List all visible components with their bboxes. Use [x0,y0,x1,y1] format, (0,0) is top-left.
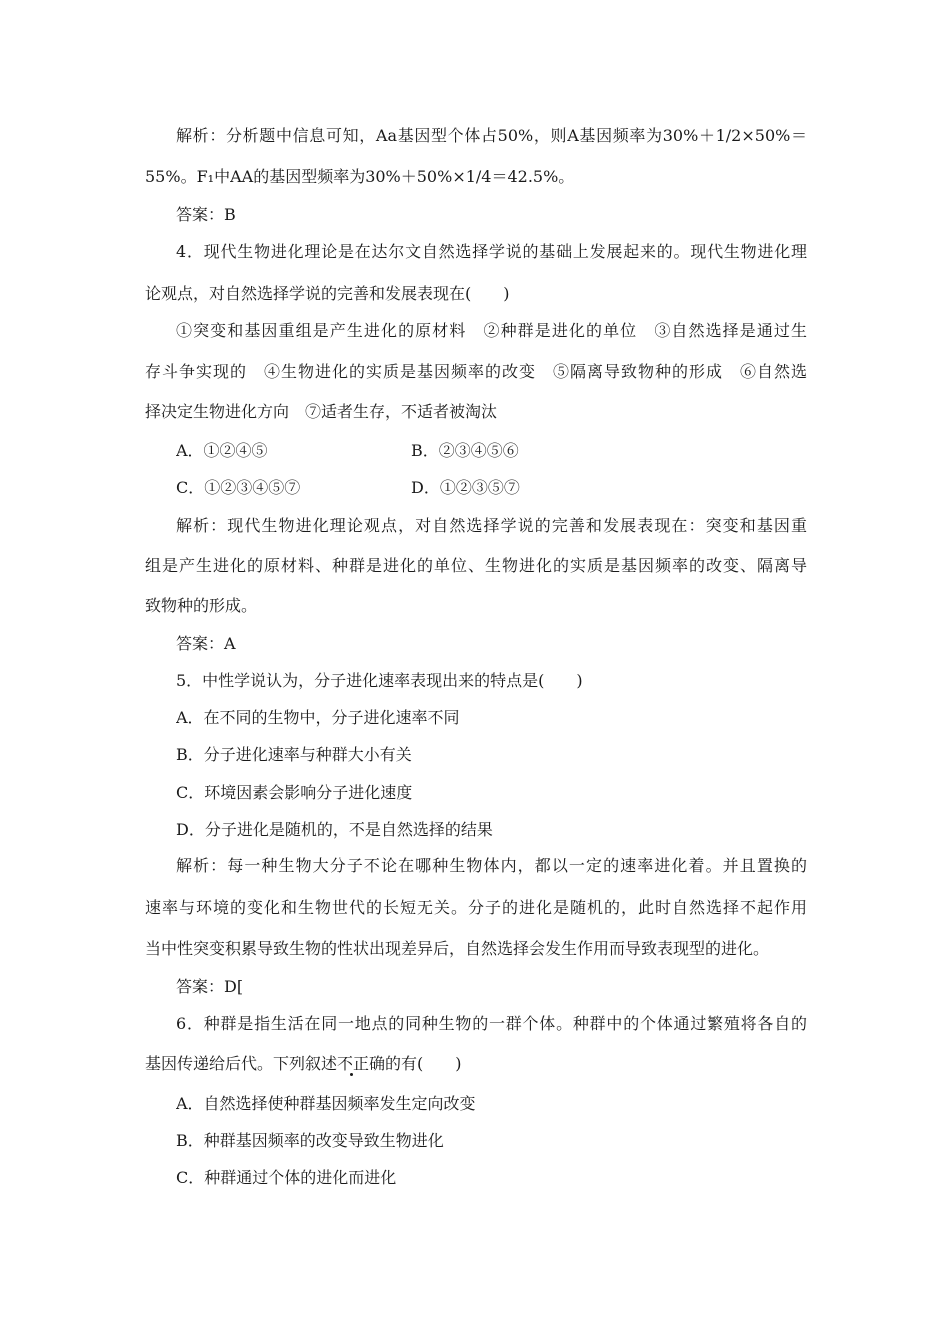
q3-answer: 答案：B [176,205,236,224]
q6-option-b: B．种群基因频率的改变导致生物进化 [176,1131,444,1150]
q6-option-a: A．自然选择使种群基因频率发生定向改变 [176,1094,476,1113]
q4-option-c: C．①②③④⑤⑦ [176,478,301,497]
q5-stem: 5．中性学说认为，分子进化速率表现出来的特点是( ) [176,671,583,690]
q4-answer: 答案：A [176,634,236,653]
q4-option-b: B．②③④⑤⑥ [411,441,519,460]
q4-option-a: A．①②④⑤ [176,441,268,460]
q5-answer: 答案：D[ [176,977,244,996]
q5-analysis-line-3: 当中性突变积累导致生物的性状出现差异后，自然选择会发生作用而导致表现型的进化。 [145,939,770,958]
q6-option-c: C．种群通过个体的进化而进化 [176,1168,397,1187]
q5-option-d: D．分子进化是随机的，不是自然选择的结果 [176,820,493,839]
q3-analysis-line-1: 解析：分析题中信息可知，Aa基因型个体占50%，则A基因频率为30%＋1/2×50%＝ [176,126,807,145]
q4-analysis-line-2: 组是产生进化的原材料、种群是进化的单位、生物进化的实质是基因频率的改变、隔离导 [145,556,807,575]
q5-analysis-line-1: 解析：每一种生物大分子不论在哪种生物体内，都以一定的速率进化着。并且置换的 [176,856,807,875]
q4-option-d: D．①②③⑤⑦ [411,478,520,497]
q5-option-b: B．分子进化速率与种群大小有关 [176,745,412,764]
q4-analysis-line-3: 致物种的形成。 [145,596,258,615]
emphasis-dot [350,1073,353,1076]
q6-stem-line-2: 基因传递给后代。下列叙述不正确的有( ) [145,1054,462,1073]
q4-items-line-1: ①突变和基因重组是产生进化的原材料 ②种群是进化的单位 ③自然选择是通过生 [176,321,807,340]
q6-stem-line-1: 6．种群是指生活在同一地点的同种生物的一群个体。种群中的个体通过繁殖将各自的 [176,1014,807,1033]
q5-analysis-line-2: 速率与环境的变化和生物世代的长短无关。分子的进化是随机的，此时自然选择不起作用 [145,898,807,917]
q4-analysis-line-1: 解析：现代生物进化理论观点，对自然选择学说的完善和发展表现在：突变和基因重 [176,516,807,535]
q5-option-c: C．环境因素会影响分子进化速度 [176,783,413,802]
q4-stem-line-1: 4．现代生物进化理论是在达尔文自然选择学说的基础上发展起来的。现代生物进化理 [176,242,807,261]
q3-analysis-line-2: 55%。F₁中AA的基因型频率为30%＋50%×1/4＝42.5%。 [145,167,575,186]
q4-stem-line-2: 论观点，对自然选择学说的完善和发展表现在( ) [145,284,510,303]
q4-items-line-3: 择决定生物进化方向 ⑦适者生存，不适者被淘汰 [145,402,498,421]
q4-items-line-2: 存斗争实现的 ④生物进化的实质是基因频率的改变 ⑤隔离导致物种的形成 ⑥自然选 [145,362,807,381]
q5-option-a: A．在不同的生物中，分子进化速率不同 [176,708,460,727]
